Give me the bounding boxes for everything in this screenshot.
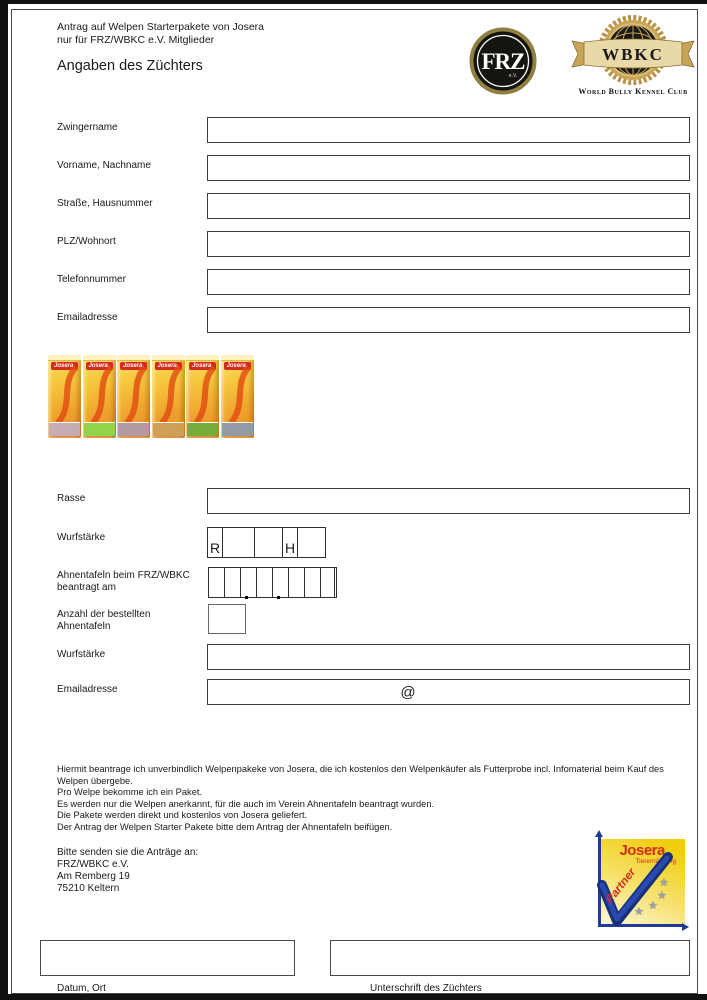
field-row-telefon: [0, 269, 707, 296]
name-label: Vorname, Nachname: [57, 160, 151, 171]
field-row-wurfstaerke2: [0, 644, 707, 671]
field-row-anzahl: [0, 604, 707, 634]
anzahl-label-line2: Ahnentafeln: [57, 621, 111, 632]
name-input[interactable]: [207, 155, 690, 181]
address-line: Bitte senden sie die Anträge an:: [57, 847, 199, 858]
bag-swoosh-icon: [221, 365, 254, 425]
wbkc-caption: World Bully Kennel Club: [578, 87, 688, 96]
email2-label: Emailadresse: [57, 684, 118, 695]
wbkc-badge-icon: [570, 13, 696, 87]
bag-swoosh-icon: [83, 365, 116, 425]
form-title: [57, 21, 264, 47]
josera-bag-brand: Josera.: [120, 362, 147, 370]
wurfstaerke-cell-r-entry[interactable]: [223, 528, 255, 557]
anzahl-label-line1: Anzahl der bestellten: [57, 609, 151, 620]
frz-logo-text: FRZ: [481, 49, 525, 74]
josera-bag-icon: [83, 355, 116, 438]
josera-brand-subtext: Tierernährung: [635, 858, 676, 865]
field-row-strasse: [0, 193, 707, 220]
email2-input-box[interactable]: [207, 679, 690, 705]
bag-variant-strip: [222, 422, 253, 436]
form-title-line2: nur für FRZ/WBKC e.V. Mitglieder: [57, 34, 215, 46]
bag-variant-strip: [153, 422, 184, 436]
address-line: FRZ/WBKC e.V.: [57, 859, 129, 870]
bag-seal: [152, 355, 185, 361]
address-line: 75210 Keltern: [57, 883, 120, 894]
wurfstaerke2-label: Wurfstärke: [57, 649, 106, 660]
bag-swoosh-icon: [186, 365, 219, 425]
wurfstaerke-cell-r: R: [208, 528, 223, 557]
bag-seal: [48, 355, 81, 361]
partner-checkmark-icon: [588, 833, 687, 934]
wurfstaerke-cell-entry[interactable]: [255, 528, 283, 557]
bag-seal: [117, 355, 150, 361]
rasse-label: Rasse: [57, 493, 86, 504]
plz-label: PLZ/Wohnort: [57, 236, 116, 247]
wurfstaerke-cell-h-entry[interactable]: [298, 528, 325, 557]
bag-variant-strip: [84, 422, 115, 436]
josera-brand-text: Josera.: [619, 842, 669, 859]
conditions-line: Hiermit beantrage ich unverbindlich Welpenpakeke von Josera, die ich kostenlos den Welpenkäufer als Futterprobe incl. Infomaterial beim Kauf des: [57, 764, 664, 774]
telefon-label: Telefonnummer: [57, 274, 126, 285]
conditions-line: Es werden nur die Welpen anerkannt, für die auch im Verein Ahnentafeln beantragt wurden.: [57, 798, 435, 809]
datum-cell-grid: [208, 567, 337, 598]
section-title: Angaben des Züchters: [57, 58, 203, 74]
datum-cell[interactable]: [257, 568, 273, 597]
star-icon: ★: [648, 900, 658, 912]
date-separator-dot: [277, 596, 280, 599]
josera-bag-brand: Josera.: [51, 362, 78, 370]
josera-product-bags-image: [48, 355, 254, 438]
josera-bag-brand: Josera.: [224, 362, 251, 370]
conditions-line: Pro Welpe bekomme ich ein Paket.: [57, 787, 203, 797]
conditions-line: Die Pakete werden direkt und kostenlos von Josera geliefert.: [57, 810, 308, 820]
datum-cell[interactable]: [305, 568, 321, 597]
breeder-signature-label: Unterschrift des Züchters: [370, 983, 482, 994]
datum-cell[interactable]: [225, 568, 241, 597]
scan-edge-bottom: [0, 994, 707, 1000]
bag-seal: [186, 355, 219, 361]
breeder-signature-box[interactable]: [330, 940, 690, 976]
field-row-email: [0, 307, 707, 334]
wurfstaerke2-input[interactable]: [207, 644, 690, 670]
star-icon: ★: [657, 890, 667, 902]
josera-bag-icon: [186, 355, 219, 438]
anzahl-input-box[interactable]: [208, 604, 246, 634]
wbkc-badge-text: WBKC: [602, 45, 664, 64]
datum-cell[interactable]: [241, 568, 257, 597]
strasse-label: Straße, Hausnummer: [57, 198, 153, 209]
bag-swoosh-icon: [48, 365, 81, 425]
star-icon: ★: [659, 877, 669, 889]
field-row-rasse: [0, 488, 707, 515]
josera-bag-icon: [152, 355, 185, 438]
partner-ribbon-text: Partner: [604, 866, 639, 906]
datum-cell[interactable]: [209, 568, 225, 597]
email-label: Emailadresse: [57, 312, 118, 323]
datum-cell[interactable]: [273, 568, 289, 597]
field-row-email2: [0, 679, 707, 706]
conditions-line: Welpen übergebe.: [57, 775, 133, 786]
datum-cell[interactable]: [289, 568, 305, 597]
star-icon: ★: [634, 906, 644, 918]
plz-input[interactable]: [207, 231, 690, 257]
josera-bag-brand: Josera.: [189, 362, 216, 370]
field-row-zwingername: [0, 117, 707, 144]
date-place-signature-box[interactable]: [40, 940, 295, 976]
bag-swoosh-icon: [117, 365, 150, 425]
ahnentafeln-label-line1: Ahnentafeln beim FRZ/WBKC: [57, 570, 190, 581]
frz-logo: [469, 27, 537, 100]
josera-bag-brand: Josera.: [155, 362, 182, 370]
bag-variant-strip: [187, 422, 218, 436]
address-line: Am Remberg 19: [57, 871, 130, 882]
wurfstaerke-cell-h: H: [283, 528, 298, 557]
conditions-text: [57, 764, 664, 833]
frz-logo-suffix: e.V.: [508, 73, 518, 79]
rasse-input[interactable]: [207, 488, 690, 514]
star-icon: ★: [652, 864, 662, 876]
at-sign: @: [400, 684, 416, 701]
date-place-label: Datum, Ort: [57, 983, 106, 994]
star-icon: ★: [619, 908, 629, 920]
conditions-line: Der Antrag der Welpen Starter Pakete bitte dem Antrag der Ahnentafeln beifügen.: [57, 821, 393, 832]
strasse-input[interactable]: [207, 193, 690, 219]
field-row-name: [0, 155, 707, 182]
bag-variant-strip: [118, 422, 149, 436]
email-input[interactable]: [207, 307, 690, 333]
wbkc-logo: [570, 13, 696, 101]
josera-bag-icon: [48, 355, 81, 438]
mailing-address: [57, 847, 198, 895]
scan-edge-top: [0, 0, 707, 4]
josera-bag-brand: Josera.: [86, 362, 113, 370]
bag-seal: [221, 355, 254, 361]
field-row-ahnentafeln-datum: [0, 567, 707, 598]
wurfstaerke-cell-grid: [207, 527, 326, 558]
bag-variant-strip: [49, 422, 80, 436]
form-title-line1: Antrag auf Welpen Starterpakete von Josera: [57, 21, 265, 33]
field-row-plz: [0, 231, 707, 258]
telefon-input[interactable]: [207, 269, 690, 295]
ahnentafeln-label-line2: beantragt am: [57, 582, 116, 593]
date-separator-dot: [245, 596, 248, 599]
zwingername-input[interactable]: [207, 117, 690, 143]
field-row-wurfstaerke: [0, 527, 707, 558]
josera-bag-icon: [221, 355, 254, 438]
bag-seal: [83, 355, 116, 361]
datum-cell[interactable]: [321, 568, 335, 597]
josera-bag-icon: [117, 355, 150, 438]
zwingername-label: Zwingername: [57, 122, 118, 133]
wurfstaerke-label: Wurfstärke: [57, 532, 106, 543]
bag-swoosh-icon: [152, 365, 185, 425]
josera-partner-logo: [588, 833, 687, 934]
